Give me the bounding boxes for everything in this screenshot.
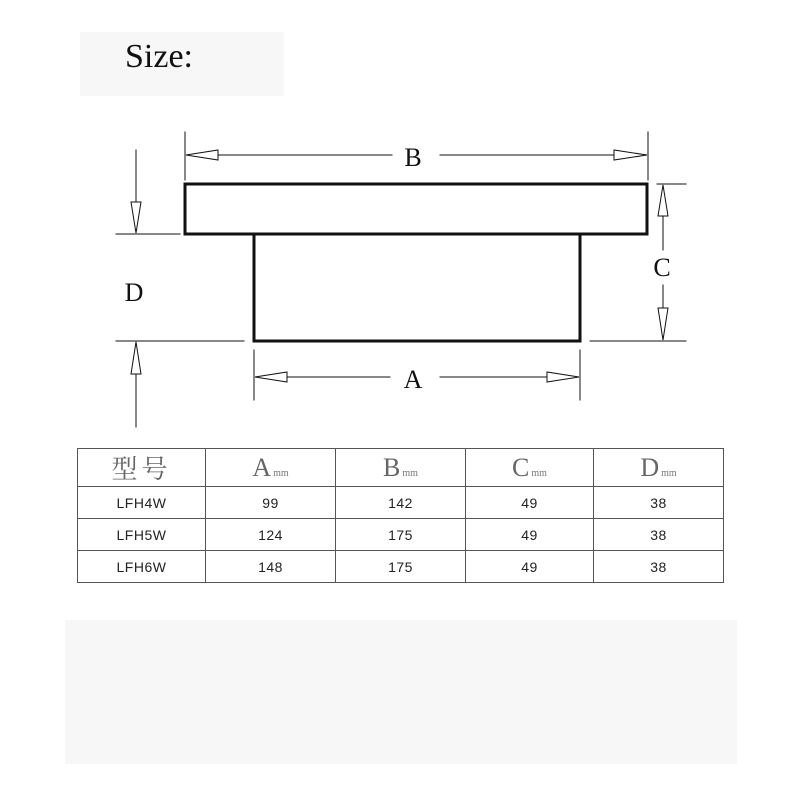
blank-panel <box>65 620 737 764</box>
table-cell-c: 49 <box>466 551 594 583</box>
table-cell-model: LFH5W <box>78 519 206 551</box>
column-header-model <box>78 449 206 487</box>
table-cell-d: 38 <box>594 487 724 519</box>
column-header-label: B <box>383 452 401 482</box>
table-cell-a: 148 <box>206 551 336 583</box>
table-cell-d: 38 <box>594 551 724 583</box>
size-heading: Size: <box>125 38 193 75</box>
column-header-unit: mm <box>661 467 677 479</box>
dimension-a-label: A <box>403 365 423 394</box>
table-row <box>78 519 724 551</box>
dimension-c-label: C <box>653 253 671 282</box>
table-row <box>78 551 724 583</box>
column-header-d <box>594 449 724 487</box>
column-header-label: A <box>252 452 272 482</box>
table-header-row <box>78 449 724 487</box>
dimension-b-label: B <box>404 143 422 172</box>
table-cell-b: 175 <box>336 551 466 583</box>
column-header-b <box>336 449 466 487</box>
dimension-c <box>590 184 686 341</box>
column-header-unit: mm <box>402 467 418 479</box>
table-row <box>78 487 724 519</box>
column-header-label: 型号 <box>111 455 172 484</box>
table-cell-d: 38 <box>594 519 724 551</box>
table-cell-c: 49 <box>466 487 594 519</box>
table-cell-b: 175 <box>336 519 466 551</box>
column-header-c <box>466 449 594 487</box>
size-table <box>77 448 724 583</box>
body-outline <box>254 235 580 341</box>
table-cell-b: 142 <box>336 487 466 519</box>
column-header-label: D <box>640 452 660 482</box>
column-header-a <box>206 449 336 487</box>
table-cell-c: 49 <box>466 519 594 551</box>
dimension-d-label: D <box>124 278 144 307</box>
table-cell-a: 99 <box>206 487 336 519</box>
table-cell-model: LFH4W <box>78 487 206 519</box>
column-header-unit: mm <box>531 467 547 479</box>
flange-outline <box>185 184 647 234</box>
table-cell-a: 124 <box>206 519 336 551</box>
column-header-unit: mm <box>273 467 289 479</box>
column-header-label: C <box>512 452 530 482</box>
table-cell-model: LFH6W <box>78 551 206 583</box>
